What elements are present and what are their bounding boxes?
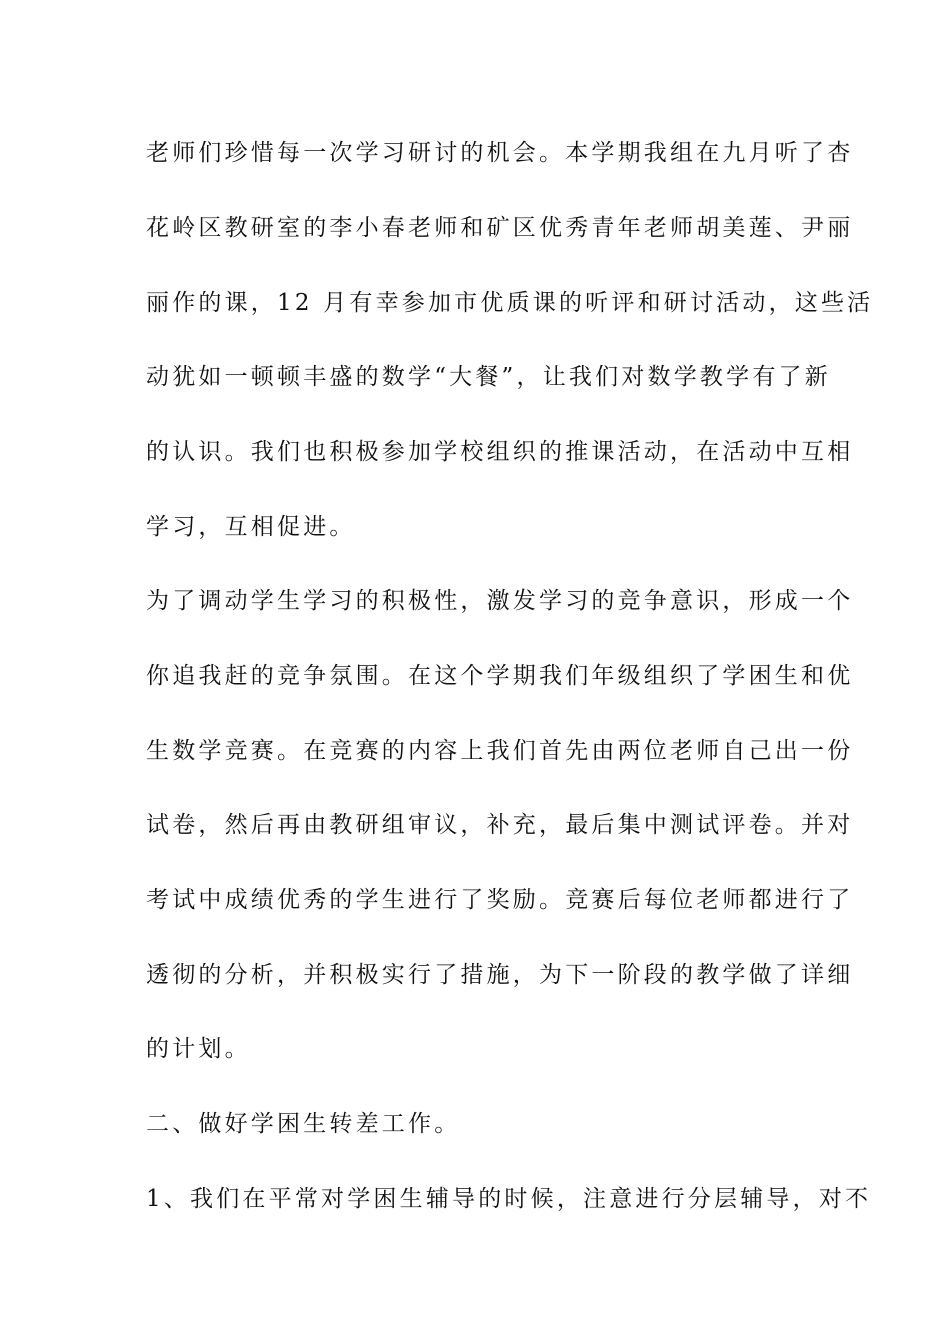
section-heading: 二、做好学困生转差工作。 (146, 1111, 461, 1137)
text-line: 花岭区教研室的李小春老师和矿区优秀青年老师胡美莲、尹丽 (146, 215, 854, 241)
text-line: 为了调动学生学习的积极性，激发学习的竞争意识，形成一个 (146, 588, 854, 614)
text-line: 透彻的分析，并积极实行了措施，为下一阶段的教学做了详细 (146, 962, 854, 988)
text-line: 1、我们在平常对学困生辅导的时候，注意进行分层辅导，对不 (146, 1186, 872, 1212)
text-line: 试卷，然后再由教研组审议，补充，最后集中测试评卷。并对 (146, 812, 854, 838)
text-line: 学习，互相促进。 (146, 514, 356, 540)
text-line: 老师们珍惜每一次学习研讨的机会。本学期我组在九月听了杏 (146, 140, 854, 166)
text-line: 你追我赶的竞争氛围。在这个学期我们年级组织了学困生和优 (146, 663, 854, 689)
text-line: 生数学竞赛。在竞赛的内容上我们首先由两位老师自己出一份 (146, 738, 854, 764)
text-line: 的认识。我们也积极参加学校组织的推课活动，在活动中互相 (146, 439, 854, 465)
text-line: 动犹如一顿顿丰盛的数学“大餐”，让我们对数学教学有了新 (146, 364, 831, 390)
text-line: 的计划。 (146, 1036, 251, 1062)
text-line: 考试中成绩优秀的学生进行了奖励。竞赛后每位老师都进行了 (146, 887, 854, 913)
text-line: 丽作的课，12 月有幸参加市优质课的听评和研讨活动，这些活 (146, 290, 874, 316)
